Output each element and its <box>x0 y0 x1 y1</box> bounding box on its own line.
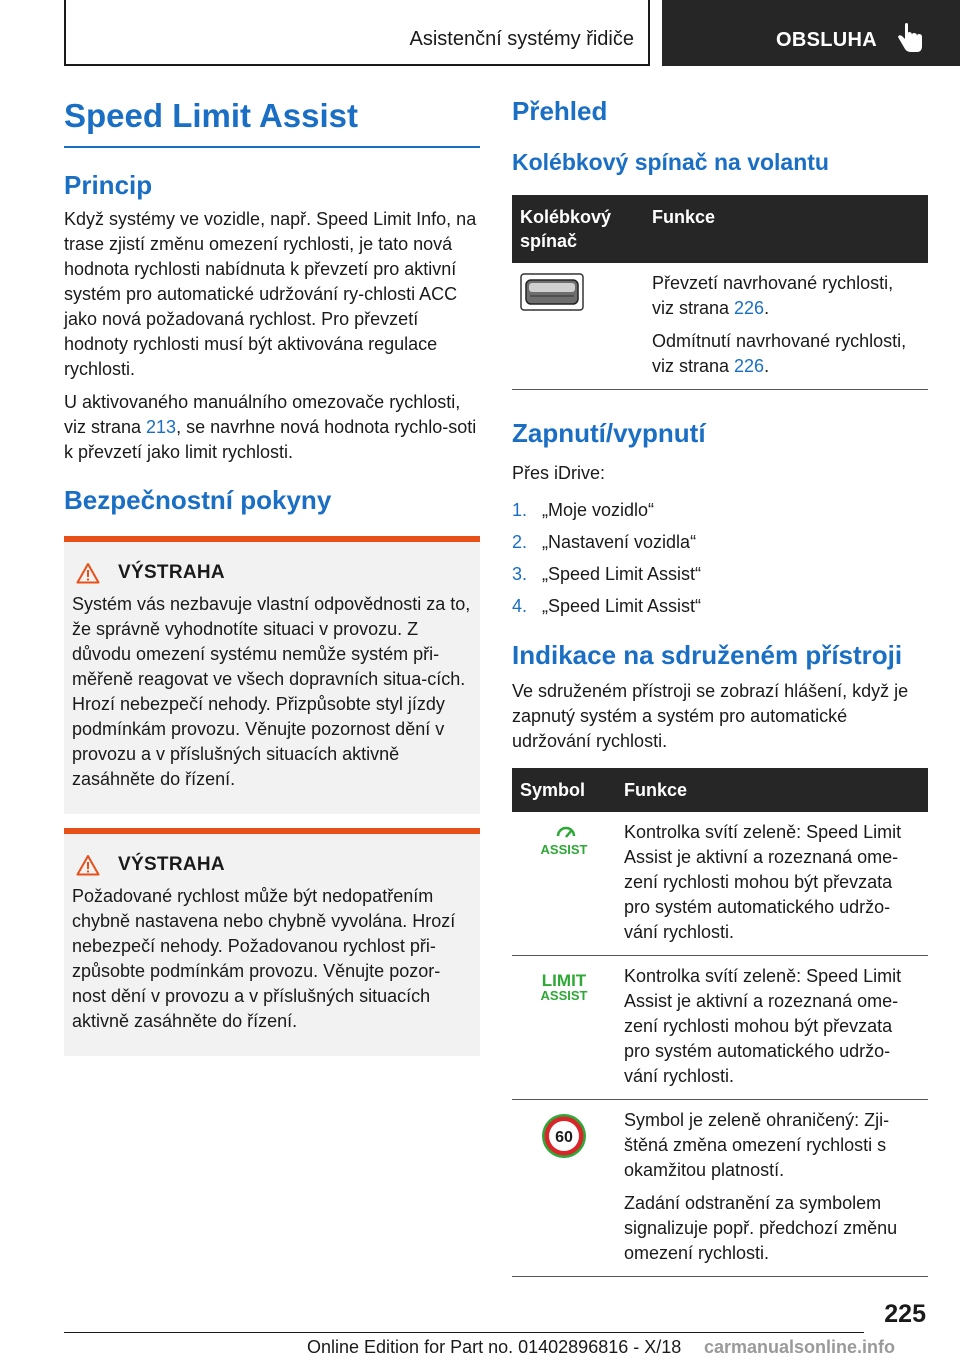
text-span: . <box>764 355 770 376</box>
principle-heading: Princip <box>64 169 153 200</box>
right-column <box>512 96 928 1305</box>
warning-text: Systém vás nezbavuje vlastní odpovědnosti za to, že správně vyhodnotíte situaci v provozu. Z důvodu omezení systému nemůže systém při‐měřeně reagovat ve všech dopravních situa‐cích. Hrozí nebezpečí nehody. Přizpůsobte styl jízdy podmínkám provozu. Věnujte pozornost dění v provozu a v příslušných situacích aktivně zasáhněte do řízení. <box>72 593 471 789</box>
page-footer <box>0 1290 960 1362</box>
warning-title: VÝSTRAHA <box>118 561 225 583</box>
principle-paragraph-2 <box>64 390 480 465</box>
indicator-label-top: LIMIT <box>541 971 587 991</box>
function-text: Symbol je zeleně ohraničený: Zji‐štěná změna omezení rychlosti s okamžitou platností. <box>624 1110 890 1181</box>
list-item <box>512 558 928 590</box>
text-span: Převzetí navrhované rychlosti, viz strana <box>652 272 894 318</box>
step-number: 1. <box>512 499 528 520</box>
footer-rule <box>64 1332 864 1333</box>
page-link-226[interactable]: 226 <box>734 355 765 376</box>
overview-heading: Přehled <box>512 96 608 126</box>
speed-limit-sign-icon <box>540 1112 588 1160</box>
step-text: „Moje vozidlo“ <box>542 499 655 520</box>
safety-heading: Bezpečnostní pokyny <box>64 484 332 515</box>
list-item <box>512 526 928 558</box>
symbol-cell <box>512 812 616 956</box>
function-cell <box>616 1100 928 1277</box>
function-cell <box>644 263 928 390</box>
hand-pointer-icon <box>896 22 924 54</box>
principle-paragraph-1: Když systémy ve vozidle, např. Speed Limit Info, na trase zjistí změnu omezení rychlosti, je tato nová hodnota rychlosti nabídnuta k převzetí pro aktivní systém pro automatické udržování ry‐chlosti ACC jako nová požadovaná rychlost. Pro převzetí hodnoty rychlosti musí být aktivována regulace rychlosti. <box>64 208 477 379</box>
header-frame <box>64 0 650 66</box>
column-header: Funkce <box>616 768 928 812</box>
function-text: Kontrolka svítí zeleně: Speed Limit Assist je aktivní a rozeznaná ome‐zení rychlosti mohou být převzata pro systém automatického udržo‐vání rychlosti. <box>624 966 902 1087</box>
step-text: „Speed Limit Assist“ <box>542 563 702 584</box>
warning-box <box>64 828 480 1056</box>
step-number: 4. <box>512 595 528 616</box>
warning-box <box>64 536 480 814</box>
function-cell <box>616 956 928 1100</box>
function-text <box>652 329 920 379</box>
symbol-table <box>512 768 928 1277</box>
display-intro: Ve sdruženém přístroji se zobrazí hlášení, když je zapnutý systém a systém pro automatické udržování rychlosti. <box>512 681 909 752</box>
table-row <box>512 1100 928 1277</box>
list-item <box>512 590 928 622</box>
chapter-label: OBSLUHA <box>776 29 877 51</box>
step-text: „Nastavení vozidla“ <box>542 531 697 552</box>
onoff-heading: Zapnutí/vypnutí <box>512 417 706 448</box>
indicator-label: ASSIST <box>540 842 588 858</box>
warning-triangle-icon <box>76 562 100 584</box>
column-header: Symbol <box>512 768 616 812</box>
warning-text: Požadované rychlost může být nedopatřením chybně nastavena nebo chybně vyvolána. Hrozí nebezpečí nehody. Požadovanou rychlost při‐způsobte podmínkám provozu. Věnujte pozor‐nost dění v provozu a v příslušných situacích aktivně zasáhněte do řízení. <box>72 885 456 1031</box>
limit-assist-indicator-icon <box>536 970 592 1004</box>
symbol-cell <box>512 956 616 1100</box>
table-row <box>512 956 928 1100</box>
list-item <box>512 494 928 526</box>
display-heading: Indikace na sdruženém přístroji <box>512 639 903 670</box>
step-number: 3. <box>512 563 528 584</box>
rocker-switch-table <box>512 195 928 390</box>
page-link-213[interactable]: 213 <box>146 416 177 437</box>
page-header <box>0 0 960 66</box>
left-column <box>64 96 480 1056</box>
page-title: Speed Limit Assist <box>64 96 480 148</box>
warning-triangle-icon <box>76 854 100 876</box>
assist-indicator-icon <box>536 824 592 858</box>
page-link-226[interactable]: 226 <box>734 297 765 318</box>
watermark: carmanualsonline.info <box>700 1337 895 1358</box>
table-row <box>512 812 928 956</box>
function-cell <box>616 812 928 956</box>
text-span: . <box>764 297 770 318</box>
steps-list <box>512 494 928 622</box>
column-header: Kolébkový spínač <box>512 195 644 263</box>
warning-header <box>76 854 472 876</box>
text-span: U aktivovaného manuálního omezovače rychlosti, viz strana <box>64 391 461 437</box>
table-row <box>512 263 928 390</box>
column-header: Funkce <box>644 195 928 263</box>
rocker-switch-icon <box>520 273 584 311</box>
page-number: 225 <box>884 1300 926 1328</box>
text-span: Odmítnutí navrhované rychlosti, viz strana <box>652 330 907 376</box>
step-text: „Speed Limit Assist“ <box>542 595 702 616</box>
function-text: Kontrolka svítí zeleně: Speed Limit Assist je aktivní a rozeznaná ome‐zení rychlosti mohou být převzata pro systém automatického udržo‐vání rychlosti. <box>624 822 902 943</box>
section-title: Asistenční systémy řidiče <box>409 28 634 50</box>
step-number: 2. <box>512 531 528 552</box>
speed-value: 60 <box>555 1129 573 1147</box>
edition-text: Online Edition for Part no. 01402896816 - X/18 <box>307 1337 682 1357</box>
onoff-intro: Přes iDrive: <box>512 462 606 483</box>
indicator-label: ASSIST <box>540 988 588 1004</box>
text-span: , se navrhne nová hodnota rychlo‐soti k převzetí jako limit rychlosti. <box>64 416 477 462</box>
warning-title: VÝSTRAHA <box>118 853 225 875</box>
chapter-tab <box>662 0 960 66</box>
function-text <box>652 271 920 321</box>
rocker-heading: Kolébkový spínač na volantu <box>512 149 829 176</box>
icon-cell <box>512 263 644 390</box>
symbol-cell <box>512 1100 616 1277</box>
function-text: Zadání odstranění za symbolem signalizuje popř. předchozí změnu omezení rychlosti. <box>624 1193 898 1264</box>
warning-header <box>76 562 472 584</box>
